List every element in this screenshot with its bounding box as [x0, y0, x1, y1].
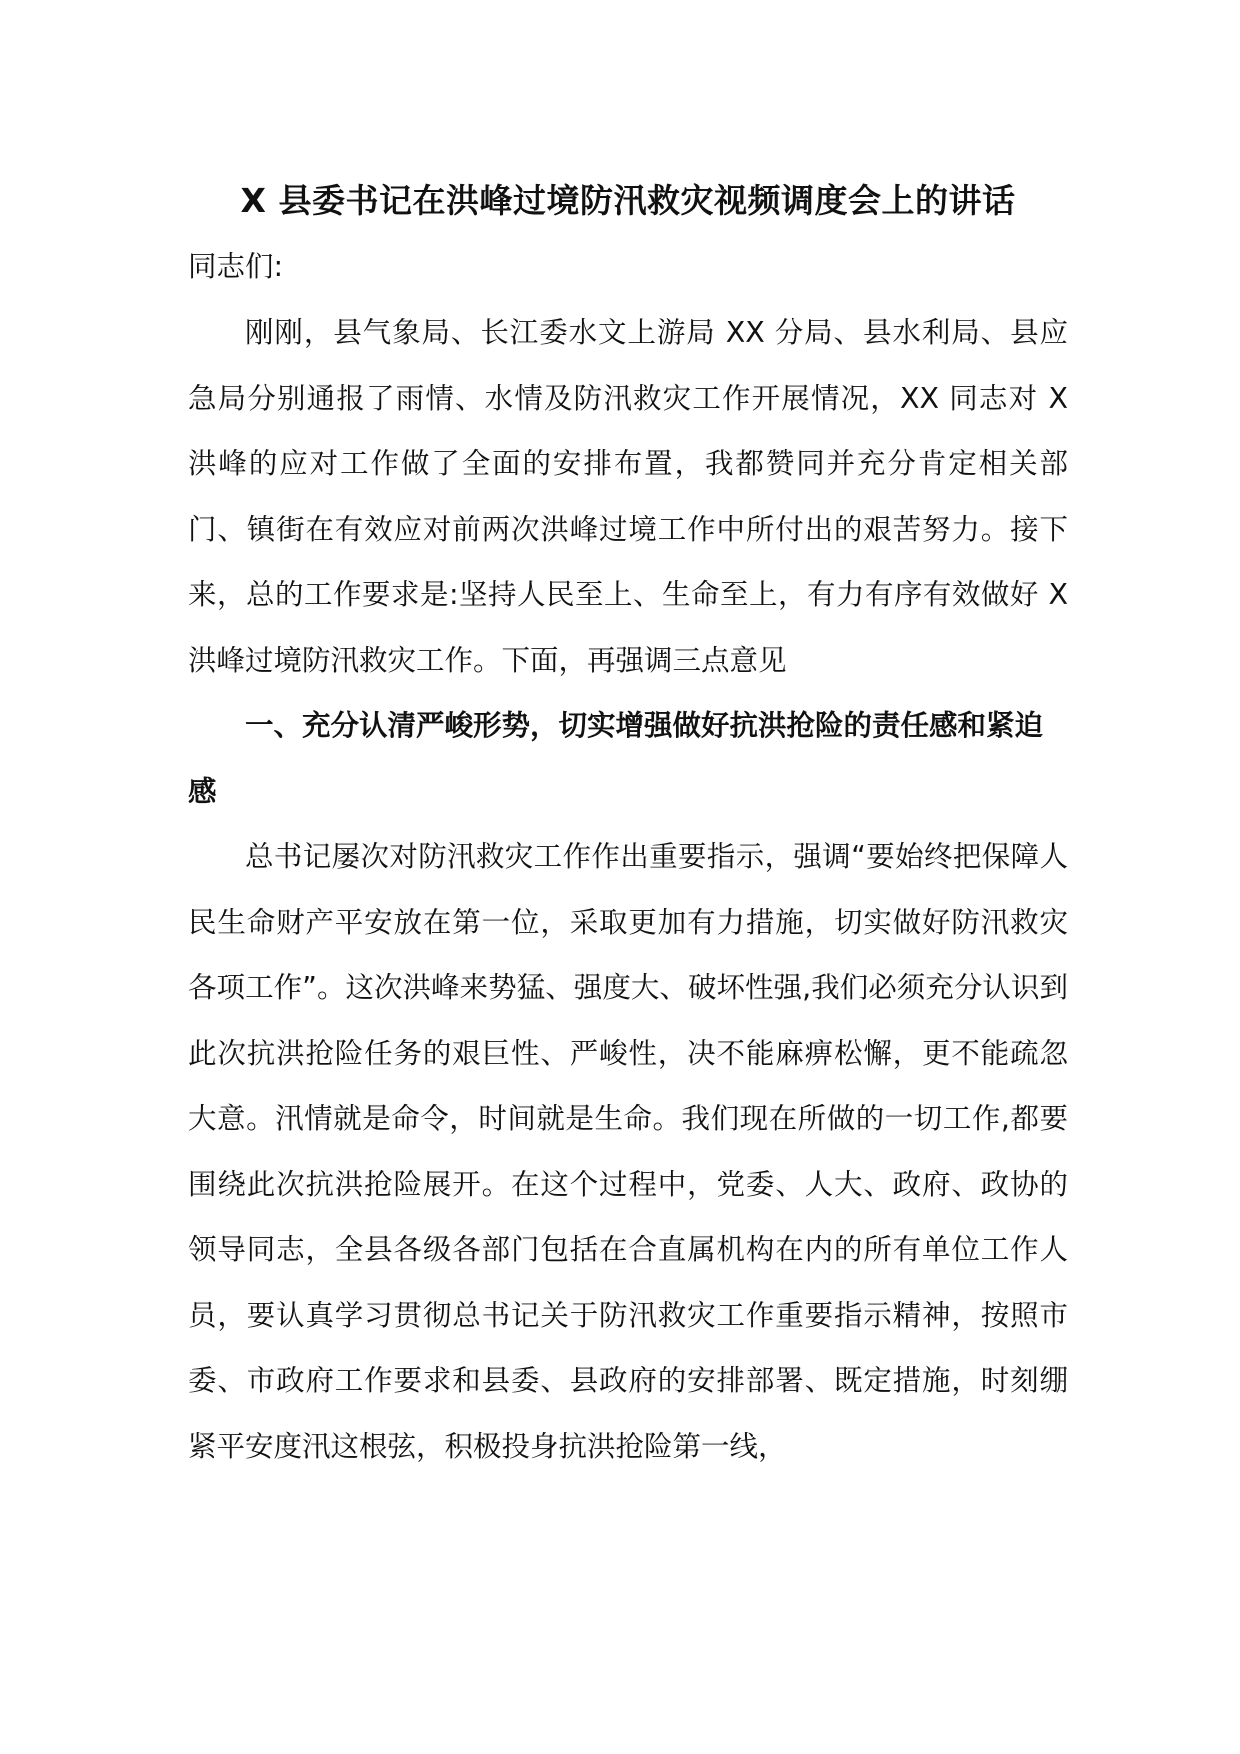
- salutation: 同志们:: [188, 250, 284, 283]
- document-page: [188, 168, 1068, 1479]
- paragraph-section-1: 总书记屡次对防汛救灾工作作出重要指示，强调“要始终把保障人民生命财产平安放在第一位，采取更加有力措施，切实做好防汛救灾各项工作”。这次洪峰来势猛、强度大、破坏性强,我们必须充分认识到此次抗洪抢险任务的艰巨性、严峻性，决不能麻痹松懈，更不能疏忽大意。汛情就是命令，时间就是生命。我们现在所做的一切工作,都要围绕此次抗洪抢险展开。在这个过程中，党委、人大、政府、政协的领导同志，全县各级各部门包括在合直属机构在内的所有单位工作人员，要认真学习贯彻总书记关于防汛救灾工作重要指示精神，按照市委、市政府工作要求和县委、县政府的安排部署、既定措施，时刻绷紧平安度汛这根弦，积极投身抗洪抢险第一线，: [188, 840, 1068, 1463]
- document-title: X 县委书记在洪峰过境防汛救灾视频调度会上的讲话: [240, 181, 1016, 220]
- section-heading-1: 一、充分认清严峻形势，切实增强做好抗洪抢险的责任感和紧迫感: [188, 709, 1044, 808]
- paragraph-opening: 刚刚，县气象局、长江委水文上游局 XX 分局、县水利局、县应急局分别通报了雨情、水情及防汛救灾工作开展情况，XX 同志对 X 洪峰的应对工作做了全面的安排布置，我都赞同并充分肯定相关部门、镇街在有效应对前两次洪峰过境工作中所付出的艰苦努力。接下来，总的工作要求是:坚持人民至上、生命至上，有力有序有效做好 X 洪峰过境防汛救灾工作。下面，再强调三点意见: [188, 316, 1068, 677]
